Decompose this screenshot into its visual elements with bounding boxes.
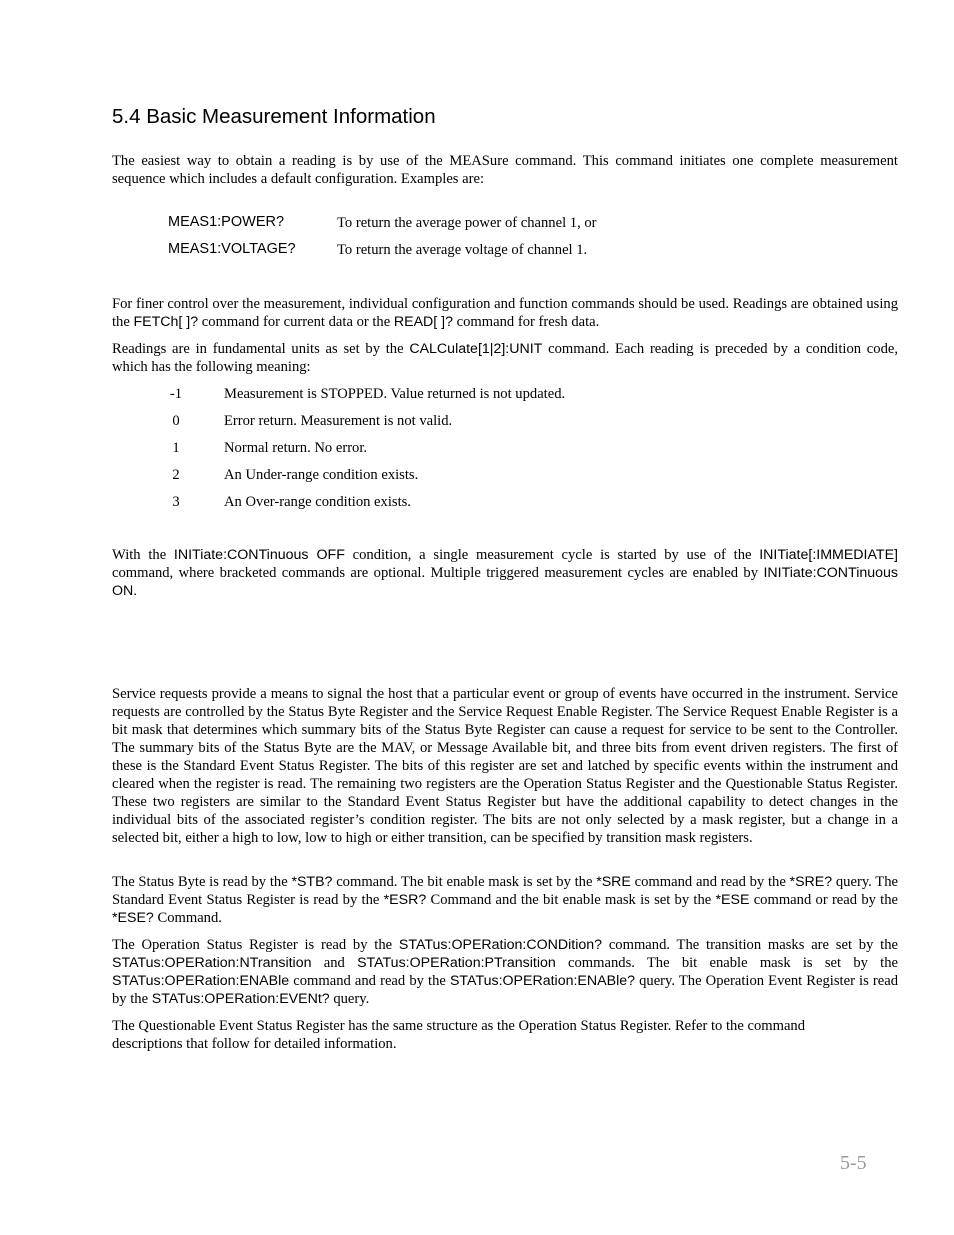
- command-sre: *SRE: [596, 874, 631, 890]
- condition-description: An Over-range condition exists.: [224, 494, 411, 510]
- text: command. Each reading is preceded by a condition code, which has the following meaning:: [112, 341, 898, 375]
- operation-status-paragraph: [112, 936, 898, 1008]
- command-operation-enable-query: STATus:OPERation:ENABle?: [449, 973, 635, 989]
- condition-description: An Under-range condition exists.: [224, 467, 419, 483]
- page-number: 5-5: [840, 1152, 867, 1174]
- text: commands. The bit enable mask is set by the: [555, 955, 898, 971]
- condition-description: Measurement is STOPPED. Value returned is not updated.: [224, 386, 566, 402]
- text: command for fresh data.: [453, 314, 600, 330]
- text: For finer control over the measurement, individual configuration and function commands should be used. Readings are obtained using the: [112, 296, 898, 330]
- text: query.: [329, 991, 370, 1007]
- command-calculate-unit: CALCulate[1|2]:UNIT: [409, 341, 543, 357]
- command-operation-ntransition: STATus:OPERation:NTransition: [112, 955, 312, 971]
- command-initiate-continuous-off: INITiate:CONTinuous OFF: [173, 547, 345, 563]
- intro-paragraph: The easiest way to obtain a reading is by use of the MEASure command. This command initiates one complete measurement sequence which includes a default configuration. Examples are:: [112, 153, 898, 187]
- questionable-paragraph: The Questionable Event Status Register has the same structure as the Operation Status Register. Refer to the command descriptions that follow for detailed information.: [112, 1018, 806, 1052]
- text: command or read by the: [749, 892, 899, 908]
- text: condition, a single measurement cycle is started by use of the: [344, 547, 760, 563]
- text: command for current data or the: [198, 314, 394, 330]
- example-command: MEAS1:VOLTAGE?: [168, 241, 296, 257]
- condition-code: 2: [172, 467, 180, 483]
- text: The Status Byte is read by the: [112, 874, 292, 890]
- condition-description: Error return. Measurement is not valid.: [224, 413, 453, 429]
- command-initiate-immediate: INITiate[:IMMEDIATE]: [759, 547, 898, 563]
- initiate-paragraph: [112, 546, 898, 600]
- command-fetch: FETCh[ ]?: [133, 314, 199, 330]
- command-ese: *ESE: [715, 892, 750, 908]
- text: command and read by the: [630, 874, 790, 890]
- condition-code: 1: [172, 440, 180, 456]
- text: The Operation Status Register is read by the: [112, 937, 399, 953]
- text: Command.: [153, 910, 222, 926]
- text: With the: [112, 547, 174, 563]
- example-command: MEAS1:POWER?: [168, 214, 285, 230]
- service-request-paragraph: Service requests provide a means to signal the host that a particular event or group of events have occurred in the instrument. Service requests are controlled by the Status Byte Register and the Service Request Enable Register. The Service Request Enable Register is a bit mask that determines which summary bits of the Status Byte Register can cause a request for service to be sent to the Controller. The summary bits of the Status Byte are the MAV, or Message Available bit, and three bits from event driven registers. The first of these is the Standard Event Status Register. The bits of this register are set and latched by specific events within the instrument and cleared when the register is read. The remaining two registers are the Operation Status Register and the Questionable Status Register. These two registers are similar to the Standard Event Status Register but have the additional capability to detect changes in the individual bits of the associated register’s condition register. The bits are not only selected by a mask register, but a change in a selected bit, either a high to low, low to high or either transition, can be specified by transition mask registers.: [112, 686, 898, 846]
- command-initiate-continuous-on: INITiate:CONTinuous ON.: [112, 565, 898, 599]
- section-title: 5.4 Basic Measurement Information: [112, 105, 436, 128]
- text: command, where bracketed commands are optional. Multiple triggered measurement cycles are enabled by: [112, 565, 764, 581]
- text: command. The bit enable mask is set by the: [332, 874, 597, 890]
- command-read: READ[ ]?: [393, 314, 453, 330]
- command-operation-event: STATus:OPERation:EVENt?: [151, 991, 330, 1007]
- readings-paragraph: [112, 340, 898, 376]
- command-operation-condition: STATus:OPERation:CONDition?: [398, 937, 603, 953]
- command-stb: *STB?: [291, 874, 333, 890]
- condition-code: -1: [169, 386, 183, 402]
- text: query. The Standard Event Status Register is read by the: [112, 874, 898, 908]
- text: Readings are in fundamental units as set by the: [112, 341, 410, 357]
- condition-code: 0: [172, 413, 180, 429]
- command-esr: *ESR?: [383, 892, 427, 908]
- command-operation-ptransition: STATus:OPERation:PTransition: [357, 955, 556, 971]
- text: Command and the bit enable mask is set by the: [426, 892, 716, 908]
- status-byte-paragraph: [112, 873, 898, 927]
- text: command. The transition masks are set by the: [602, 937, 898, 953]
- text: query. The Operation Event Register is read by the: [112, 973, 899, 1007]
- command-sre-query: *SRE?: [789, 874, 833, 890]
- finer-control-paragraph: [112, 295, 898, 331]
- condition-code: 3: [172, 494, 180, 510]
- command-ese-query: *ESE?: [112, 910, 154, 926]
- example-description: To return the average voltage of channel 1.: [337, 242, 588, 258]
- condition-description: Normal return. No error.: [224, 440, 368, 456]
- command-operation-enable: STATus:OPERation:ENABle: [112, 973, 290, 989]
- example-description: To return the average power of channel 1, or: [337, 215, 597, 231]
- text: command and read by the: [289, 973, 450, 989]
- text: and: [311, 955, 358, 971]
